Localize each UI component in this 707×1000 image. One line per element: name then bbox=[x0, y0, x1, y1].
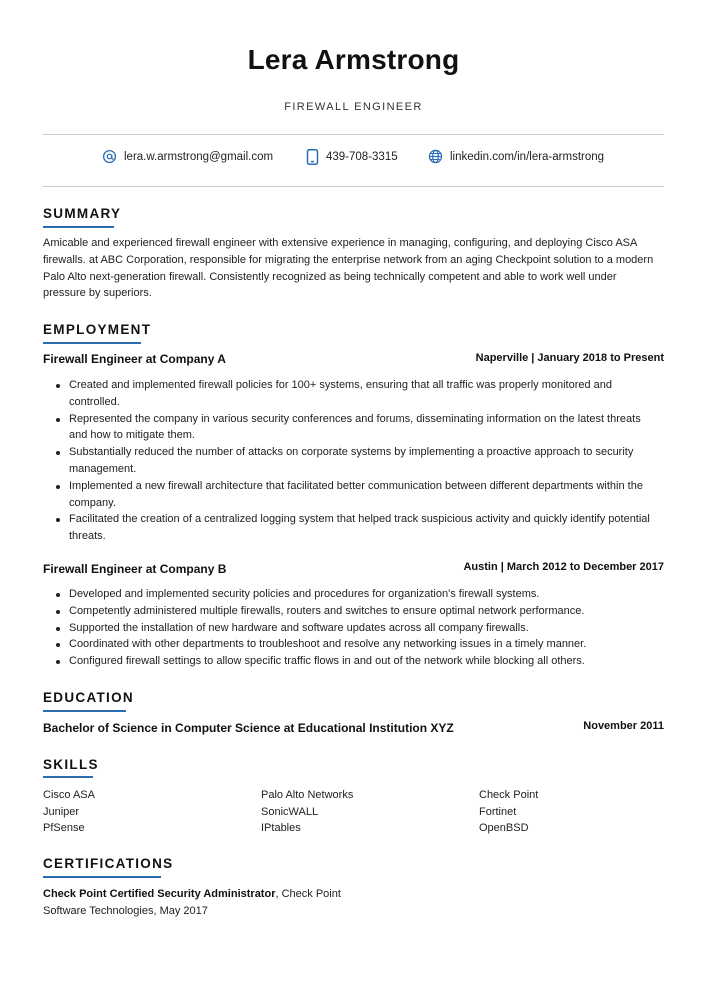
candidate-name: Lera Armstrong bbox=[247, 44, 460, 75]
job-title: Firewall Engineer at Company A bbox=[43, 352, 226, 366]
globe-icon bbox=[428, 149, 443, 164]
list-item: Created and implemented firewall policies for 100+ systems, ensuring that all traffic was properly monitored and controlled. bbox=[43, 377, 655, 411]
certification-name: Check Point Certified Security Administrator bbox=[43, 888, 276, 900]
employment-underline bbox=[43, 342, 141, 344]
list-item: Facilitated the creation of a centralized logging system that helped track suspicious activity and quickly identify potential threats. bbox=[43, 511, 655, 545]
list-item: Coordinated with other departments to troubleshoot and resolve any networking issues in a timely manner. bbox=[43, 636, 655, 653]
skill-item: Palo Alto Networks bbox=[261, 789, 354, 801]
at-sign-icon bbox=[102, 149, 117, 164]
education-date: November 2011 bbox=[583, 720, 664, 732]
contact-email[interactable] bbox=[102, 149, 273, 164]
phone-icon bbox=[306, 149, 319, 165]
contact-row bbox=[0, 149, 707, 169]
skill-item: Check Point bbox=[479, 789, 539, 801]
linkedin-text: linkedin.com/in/lera-armstrong bbox=[450, 150, 605, 163]
list-item: Competently administered multiple firewalls, routers and switches to ensure optimal network performance. bbox=[43, 603, 655, 620]
skill-item: SonicWALL bbox=[261, 805, 319, 818]
education-heading: EDUCATION bbox=[43, 690, 134, 705]
list-item: Developed and implemented security policies and procedures for organization's firewall systems. bbox=[43, 586, 655, 603]
certification-entry bbox=[43, 886, 343, 919]
job-title: Firewall Engineer at Company B bbox=[43, 562, 227, 576]
summary-heading: SUMMARY bbox=[43, 206, 122, 221]
job-meta: Naperville | January 2018 to Present bbox=[475, 352, 664, 364]
summary-text: Amicable and experienced firewall engineer with extensive experience in managing, configuring, and deploying Cisco ASA firewalls. at ABC Corporation, responsible for migrating the enterprise network from an aging Checkpoint solution to a modern Palo Alto next-generation firewall. Consistently recognized as being technically competent and able to work well under pressure by superiors. bbox=[43, 237, 654, 300]
header-divider-bottom bbox=[43, 186, 664, 187]
list-item: Represented the company in various security conferences and forums, disseminating information on the latest threats and how to mitigate them. bbox=[43, 411, 655, 445]
job-bullets bbox=[43, 377, 655, 545]
skill-item: Cisco ASA bbox=[43, 789, 95, 801]
summary-underline bbox=[43, 226, 114, 228]
education-degree: Bachelor of Science in Computer Science at Educational Institution XYZ bbox=[43, 721, 454, 735]
header-divider-top bbox=[43, 134, 664, 135]
job-bullets bbox=[43, 586, 655, 670]
education-underline bbox=[43, 710, 126, 712]
certification-issuer: , Check Point Software Technologies, May 2017 bbox=[43, 888, 341, 917]
skill-item: PfSense bbox=[43, 822, 85, 834]
skill-item: Fortinet bbox=[479, 805, 517, 818]
email-text: lera.w.armstrong@gmail.com bbox=[124, 150, 274, 163]
list-item: Supported the installation of new hardware and software updates across all company firewalls. bbox=[43, 620, 655, 637]
list-item: Implemented a new firewall architecture that facilitated better communication between different departments within the company. bbox=[43, 478, 655, 512]
skill-item: IPtables bbox=[261, 822, 301, 834]
list-item: Configured firewall settings to allow specific traffic flows in and out of the network while blocking all others. bbox=[43, 653, 655, 670]
job-meta: Austin | March 2012 to December 2017 bbox=[463, 561, 664, 573]
job-role: FIREWALL ENGINEER bbox=[284, 101, 423, 113]
certifications-underline bbox=[43, 876, 161, 878]
contact-phone[interactable] bbox=[306, 149, 398, 165]
skills-underline bbox=[43, 776, 93, 778]
skill-item: Juniper bbox=[43, 805, 80, 818]
employment-heading: EMPLOYMENT bbox=[43, 322, 152, 337]
skills-grid bbox=[43, 787, 664, 837]
certifications-heading: CERTIFICATIONS bbox=[43, 856, 174, 871]
skill-item: OpenBSD bbox=[479, 822, 529, 834]
contact-linkedin[interactable] bbox=[428, 149, 604, 164]
skills-heading: SKILLS bbox=[43, 757, 99, 772]
phone-text: 439-708-3315 bbox=[326, 151, 398, 163]
list-item: Substantially reduced the number of attacks on corporate systems by implementing a proactive approach to security management. bbox=[43, 444, 655, 478]
